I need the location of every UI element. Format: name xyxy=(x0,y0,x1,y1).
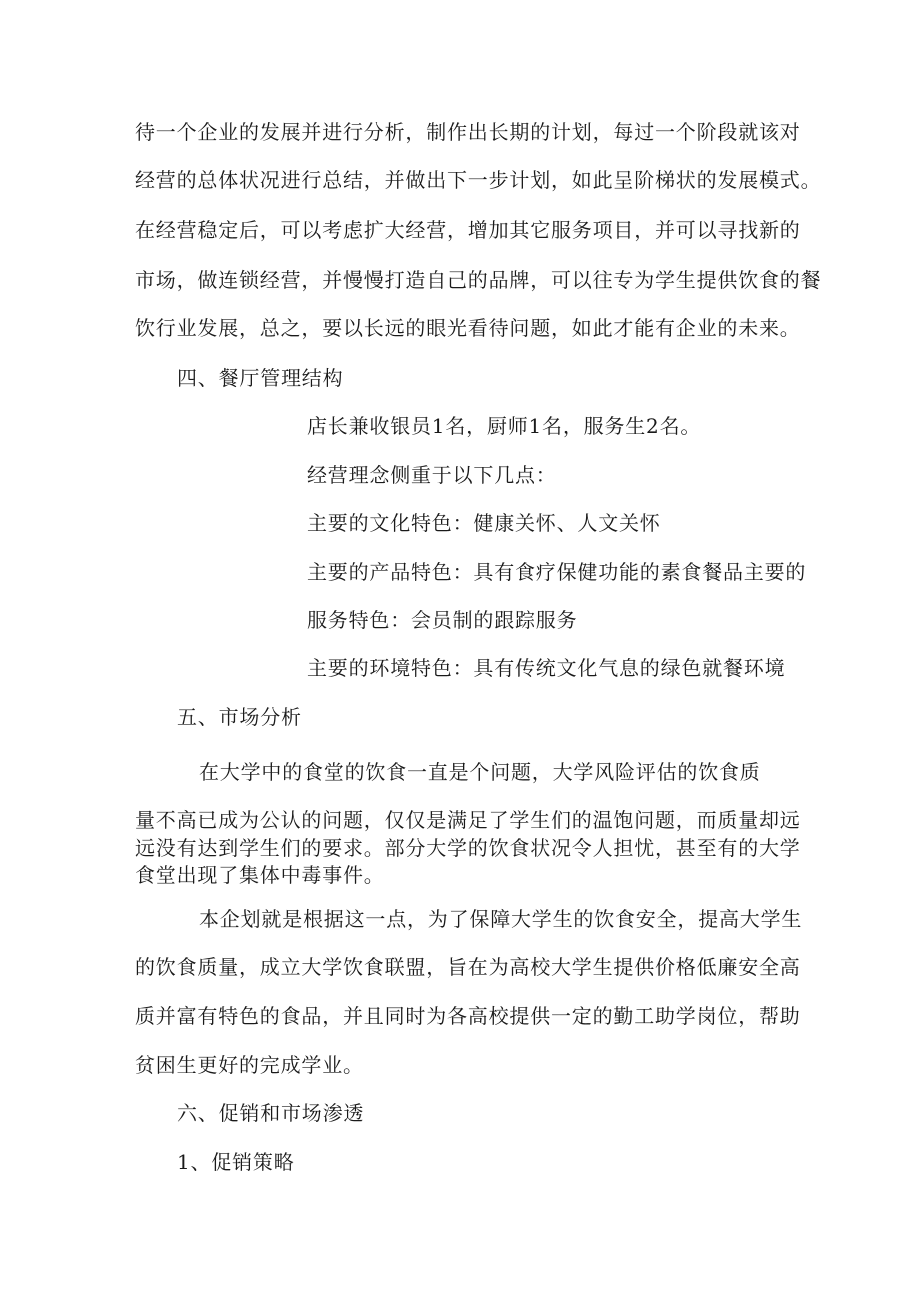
structure-line: 主要的产品特色：具有食疗保健功能的素食餐品主要的 xyxy=(307,560,807,584)
paragraph-line: 待一个企业的发展并进行分析，制作出长期的计划，每过一个阶段就该对 xyxy=(135,120,801,144)
section-heading: 四、餐厅管理结构 xyxy=(177,366,344,390)
structure-line: 经营理念侧重于以下几点： xyxy=(307,463,557,487)
structure-line: 服务特色：会员制的跟踪服务 xyxy=(307,608,578,632)
paragraph-line: 本企划就是根据这一点，为了保障大学生的饮食安全，提高大学生 xyxy=(199,907,803,931)
paragraph-line: 在大学中的食堂的饮食一直是个问题，大学风险评估的饮食质 xyxy=(199,760,761,784)
paragraph-line: 质并富有特色的食品，并且同时为各高校提供一定的勤工助学岗位，帮助 xyxy=(135,1004,801,1028)
subsection-heading: 1、促销策略 xyxy=(177,1150,295,1174)
structure-line: 主要的文化特色：健康关怀、人文关怀 xyxy=(307,511,661,535)
structure-line: 主要的环境特色：具有传统文化气息的绿色就餐环境 xyxy=(307,656,786,680)
structure-line: 店长兼收银员1名，厨师1名，服务生2名。 xyxy=(307,414,702,438)
paragraph-line: 食堂出现了集体中毒事件。 xyxy=(135,863,385,887)
section-heading: 六、促销和市场渗透 xyxy=(177,1101,365,1125)
paragraph-line: 贫困生更好的完成学业。 xyxy=(135,1053,364,1077)
paragraph-line: 的饮食质量，成立大学饮食联盟，旨在为高校大学生提供价格低廉安全高 xyxy=(135,955,801,979)
paragraph-line: 市场，做连锁经营，并慢慢打造自己的品牌，可以往专为学生提供饮食的餐 xyxy=(135,268,822,292)
paragraph-line: 在经营稳定后，可以考虑扩大经营，增加其它服务项目，并可以寻找新的 xyxy=(135,218,801,242)
paragraph-line: 量不高已成为公认的问题，仅仅是满足了学生们的温饱问题，而质量却远 xyxy=(135,808,801,832)
paragraph-line: 经营的总体状况进行总结，并做出下一步计划，如此呈阶梯状的发展模式。 xyxy=(135,168,822,192)
section-heading: 五、市场分析 xyxy=(177,705,302,729)
paragraph-line: 饮行业发展，总之，要以长远的眼光看待问题，如此才能有企业的未来。 xyxy=(135,316,801,340)
paragraph-line: 远没有达到学生们的要求。部分大学的饮食状况令人担忧，甚至有的大学 xyxy=(135,836,801,860)
